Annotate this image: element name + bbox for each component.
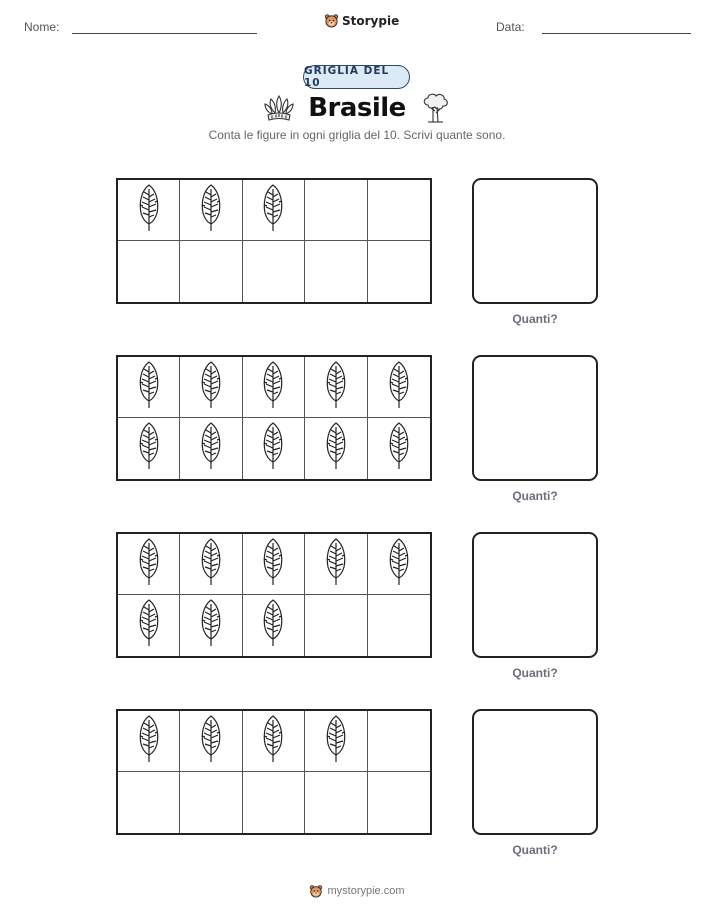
ten-frame-cell — [305, 772, 367, 833]
ten-frame-cell — [305, 534, 367, 595]
feather-icon — [198, 421, 224, 476]
feather-icon — [386, 360, 412, 415]
feather-icon — [323, 537, 349, 592]
ten-frame-cell — [118, 772, 180, 833]
answer-box-4[interactable] — [472, 709, 598, 835]
ten-frame-cell — [368, 418, 430, 479]
ten-frame-cell — [243, 595, 305, 656]
ten-frame-cell — [243, 772, 305, 833]
ten-frame-2 — [116, 355, 432, 481]
feather-icon — [323, 714, 349, 769]
bear-logo-icon — [309, 884, 323, 898]
feather-icon — [198, 183, 224, 238]
ten-frame-3 — [116, 532, 432, 658]
ten-frame-cell — [305, 357, 367, 418]
ten-frame-cell — [368, 534, 430, 595]
ten-frame-cell — [368, 357, 430, 418]
feather-icon — [260, 714, 286, 769]
title-row — [0, 90, 714, 126]
ten-frame-cell — [118, 534, 180, 595]
feather-icon — [260, 183, 286, 238]
ten-frame-cell — [243, 180, 305, 241]
answer-box-3[interactable] — [472, 532, 598, 658]
feather-icon — [323, 421, 349, 476]
feather-icon — [386, 421, 412, 476]
ten-frame-cell — [180, 534, 242, 595]
ten-frame-4 — [116, 709, 432, 835]
feather-icon — [198, 360, 224, 415]
ten-frame-cell — [243, 357, 305, 418]
brand-name: Storypie — [342, 13, 400, 28]
ten-frame-cell — [118, 357, 180, 418]
ten-frame-cell — [243, 534, 305, 595]
feather-headdress-icon — [262, 91, 296, 125]
ten-frame-cell — [305, 418, 367, 479]
ten-frame-cell — [118, 595, 180, 656]
feather-icon — [198, 598, 224, 653]
ten-frame-cell — [368, 180, 430, 241]
feather-icon — [198, 714, 224, 769]
ten-frame-cell — [180, 772, 242, 833]
footer — [0, 884, 714, 898]
ten-frame-cell — [180, 241, 242, 302]
ten-frame-cell — [368, 595, 430, 656]
ten-frame-cell — [368, 772, 430, 833]
ten-frame-cell — [305, 241, 367, 302]
bear-logo-icon — [324, 13, 339, 28]
ten-frame-cell — [118, 711, 180, 772]
instructions: Conta le figure in ogni griglia del 10. Scrivi quante sono. — [208, 128, 506, 142]
answer-label-4: Quanti? — [512, 843, 558, 857]
feather-icon — [136, 714, 162, 769]
feather-icon — [136, 421, 162, 476]
answer-label-1: Quanti? — [512, 312, 558, 326]
name-label: Nome: — [24, 20, 60, 34]
feather-icon — [260, 537, 286, 592]
name-line[interactable] — [72, 33, 257, 34]
feather-icon — [260, 421, 286, 476]
feather-icon — [260, 360, 286, 415]
ten-frame-cell — [180, 595, 242, 656]
feather-icon — [198, 537, 224, 592]
ten-frame-cell — [305, 595, 367, 656]
worksheet-badge: GRIGLIA DEL 10 — [303, 65, 410, 89]
feather-icon — [323, 360, 349, 415]
feather-icon — [136, 360, 162, 415]
ten-frame-cell — [118, 180, 180, 241]
ten-frame-cell — [118, 418, 180, 479]
ten-frame-cell — [180, 711, 242, 772]
ten-frame-cell — [243, 418, 305, 479]
ten-frame-cell — [368, 711, 430, 772]
date-label: Data: — [496, 20, 525, 34]
ten-frame-cell — [118, 241, 180, 302]
answer-label-3: Quanti? — [512, 666, 558, 680]
answer-box-1[interactable] — [472, 178, 598, 304]
ten-frame-cell — [180, 418, 242, 479]
ten-frame-cell — [243, 241, 305, 302]
ten-frame-cell — [180, 357, 242, 418]
feather-icon — [136, 183, 162, 238]
feather-icon — [386, 537, 412, 592]
footer-url: mystorypie.com — [327, 885, 405, 897]
answer-box-2[interactable] — [472, 355, 598, 481]
storypie-logo — [324, 13, 399, 28]
feather-icon — [136, 537, 162, 592]
ten-frame-cell — [305, 180, 367, 241]
tree-icon — [418, 91, 452, 125]
page-title: Brasile — [308, 93, 406, 123]
answer-label-2: Quanti? — [512, 489, 558, 503]
ten-frame-cell — [305, 711, 367, 772]
ten-frame-cell — [368, 241, 430, 302]
feather-icon — [260, 598, 286, 653]
ten-frame-cell — [180, 180, 242, 241]
date-line[interactable] — [542, 33, 691, 34]
ten-frame-1 — [116, 178, 432, 304]
ten-frame-cell — [243, 711, 305, 772]
feather-icon — [136, 598, 162, 653]
